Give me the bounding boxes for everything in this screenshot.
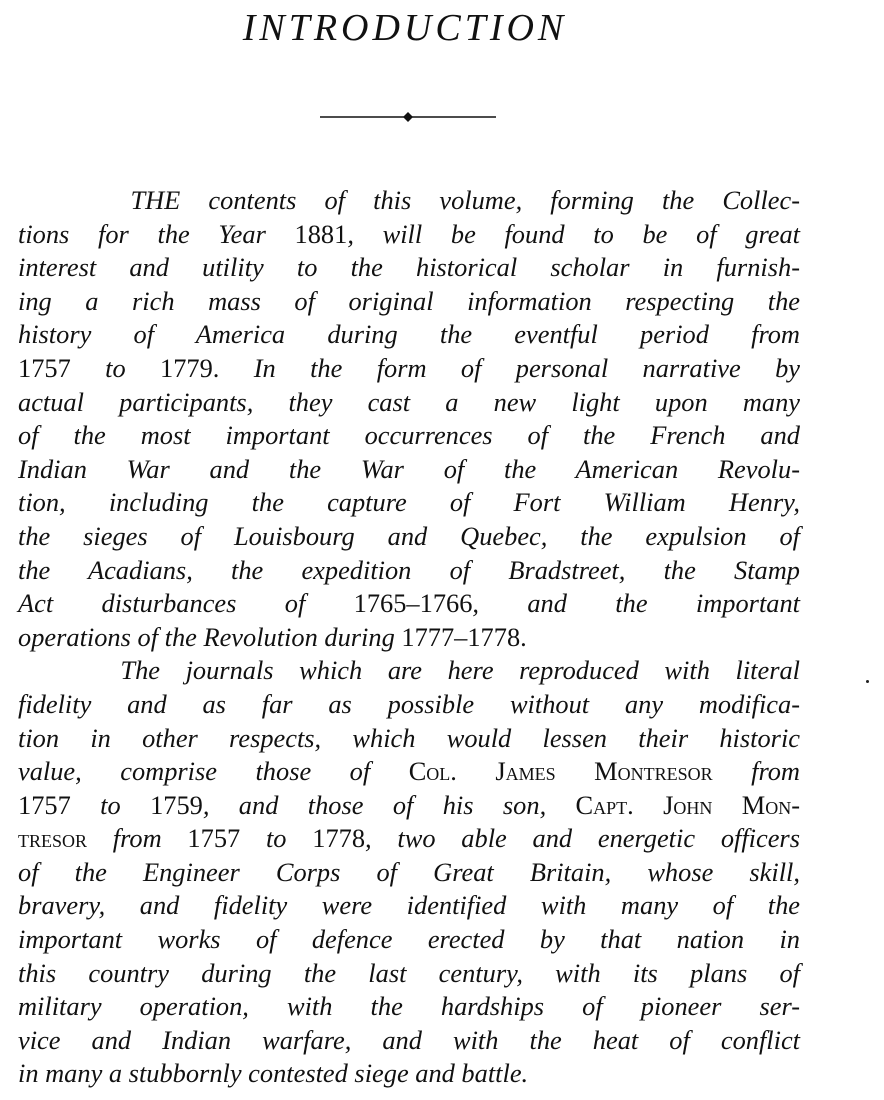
text-segment: THE contents of this volume, forming the Collec- [18, 185, 800, 215]
text-segment: of the Engineer Corps of Great Britain, whose skill, [18, 856, 800, 887]
text-line [18, 554, 800, 588]
text-segment: to [240, 823, 313, 854]
text-line [18, 251, 800, 285]
text-line [18, 352, 800, 386]
text-segment: 1765–1766 [353, 588, 473, 619]
text-line [18, 285, 800, 319]
text-segment: tresor [18, 823, 88, 854]
text-line [18, 1057, 800, 1091]
text-segment: history of America during the eventful period from [18, 319, 800, 350]
print-speck [866, 680, 869, 683]
text-segment: 1778 [312, 823, 366, 854]
text-line [18, 621, 800, 655]
text-segment: from [712, 756, 800, 787]
text-segment: tion in other respects, which would lessen their historic [18, 722, 800, 753]
text-segment: 1759 [150, 789, 203, 820]
text-segment: the Acadians, the expedition of Bradstreet, the Stamp [18, 554, 800, 585]
ornament-divider-icon [320, 110, 496, 124]
text-segment: actual participants, they cast a new light upon many [18, 386, 800, 417]
text-segment: of the most important occurrences of the French and [18, 420, 800, 451]
text-segment: from [87, 823, 188, 854]
text-segment: , two able and energetic officers [365, 823, 800, 854]
text-line [18, 486, 800, 520]
text-line [18, 856, 800, 890]
text-line [18, 822, 800, 856]
text-segment: , will be found to be of great [347, 218, 801, 249]
text-line [18, 722, 800, 756]
text-segment: operations of the Revolution during [18, 621, 402, 652]
rule-with-diamond-icon [320, 110, 496, 124]
text-segment: The journals which are here reproduced with literal [18, 655, 800, 686]
text-segment: Capt. John Mon- [575, 789, 801, 820]
text-line [18, 1024, 800, 1058]
text-segment: 1779. [160, 352, 220, 383]
text-line [18, 587, 800, 621]
text-line [18, 318, 800, 352]
text-segment: value, comprise those of [18, 756, 409, 787]
text-line [18, 386, 800, 420]
text-segment: to [70, 789, 151, 820]
text-segment: , and the important [472, 588, 800, 619]
introduction-body [18, 184, 800, 1091]
text-line [18, 957, 800, 991]
text-segment: the sieges of Louisbourg and Quebec, the expulsion of [18, 520, 800, 551]
text-segment: interest and utility to the historical scholar in furnish- [18, 252, 800, 283]
text-line [18, 889, 800, 923]
text-segment: in many a stubbornly contested siege and battle. [18, 1058, 529, 1089]
text-line [18, 520, 800, 554]
text-segment: bravery, and fidelity were identified with many of the [18, 890, 800, 921]
text-segment: 1757 [187, 823, 241, 854]
text-segment: to [70, 352, 161, 383]
text-segment: 1757 [18, 789, 71, 820]
text-segment: In the form of personal narrative by [219, 352, 800, 383]
text-segment: Col. James Montresor [408, 756, 713, 787]
text-line [18, 755, 800, 789]
text-segment: this country during the last century, with its plans of [18, 957, 800, 988]
text-segment: Act disturbances of [18, 588, 354, 619]
text-line [18, 218, 800, 252]
text-segment: fidelity and as far as possible without any modifica- [18, 688, 800, 719]
text-line [18, 923, 800, 957]
chapter-heading: INTRODUCTION [242, 7, 568, 49]
text-line [18, 453, 800, 487]
text-line [18, 789, 800, 823]
paragraph [18, 654, 800, 1091]
paragraph [18, 184, 800, 654]
text-segment: Indian War and the War of the American Revolu- [18, 453, 800, 484]
text-segment: ing a rich mass of original information respecting the [18, 285, 800, 316]
text-segment: tions for the Year [18, 218, 295, 249]
text-segment: 1777–1778. [401, 621, 527, 652]
text-line [18, 990, 800, 1024]
text-segment: 1881 [294, 218, 348, 249]
text-segment: 1757 [18, 352, 71, 383]
text-line [18, 184, 800, 218]
text-segment: vice and Indian warfare, and with the heat of conflict [18, 1024, 800, 1055]
text-segment: , and those of his son, [202, 789, 576, 820]
text-line [18, 419, 800, 453]
text-segment: military operation, with the hardships of pioneer ser- [18, 991, 800, 1022]
text-line [18, 654, 800, 688]
text-line [18, 688, 800, 722]
text-segment: tion, including the capture of Fort William Henry, [18, 487, 800, 518]
text-segment: important works of defence erected by that nation in [18, 924, 800, 955]
